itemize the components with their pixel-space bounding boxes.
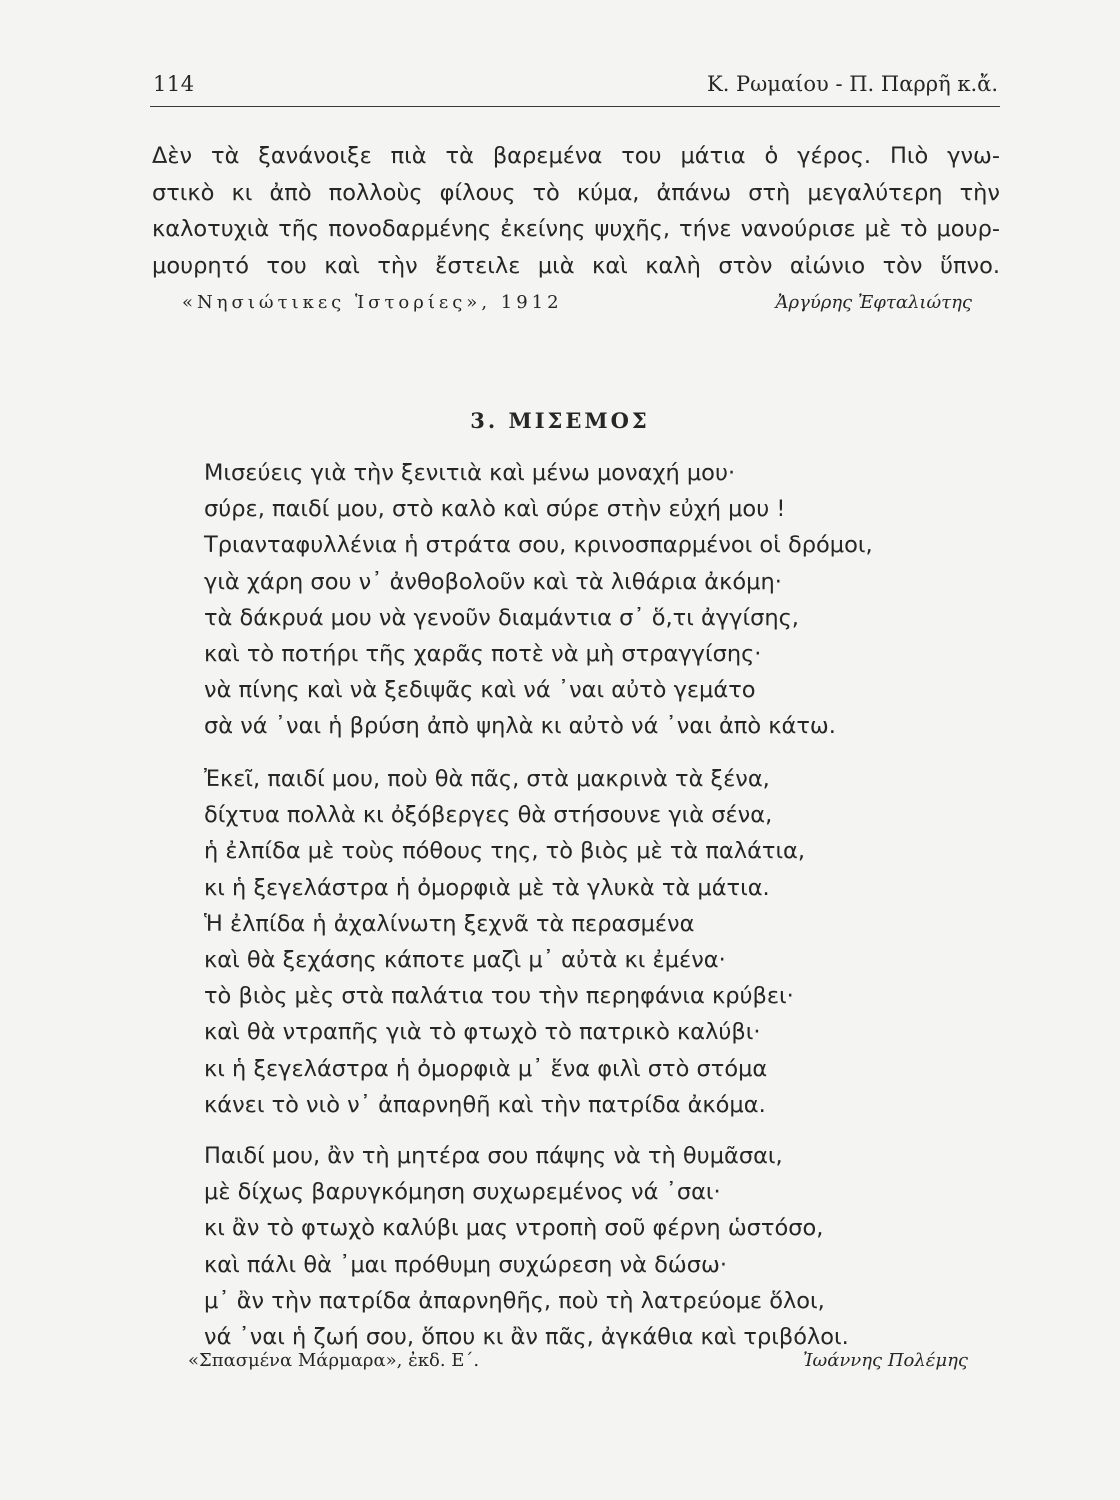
verse-line: νά ᾽ναι ἡ ζωή σου, ὅπου κι ἂν πᾶς, ἀγκάθια καὶ τριβόλοι. xyxy=(204,1324,849,1351)
prose-line: Δὲν τὰ ξανάνοιξε πιὰ τὰ βαρεμένα του μάτια ὁ γέρος. Πιὸ γνω- xyxy=(152,143,1000,169)
source-attribution xyxy=(182,292,972,313)
verse-line: νὰ πίνης καὶ νὰ ξεδιψᾶς καὶ νά ᾽ναι αὐτὸ γεμάτο xyxy=(204,677,756,704)
page-number: 114 xyxy=(153,72,195,96)
poem-stanza-1 xyxy=(204,455,873,745)
verse-line: κάνει τὸ νιὸ ν᾽ ἀπαρνηθῆ καὶ τὴν πατρίδα ἀκόμα. xyxy=(204,1091,766,1118)
verse-line: δίχτυα πολλὰ κι ὀξόβεργες θὰ στήσουνε γιὰ σένα, xyxy=(204,802,773,829)
verse-line: μὲ δίχως βαρυγκόμηση συχωρεμένος νά ᾽σαι· xyxy=(204,1179,721,1206)
verse-line: ἡ ἐλπίδα μὲ τοὺς πόθους της, τὸ βιὸς μὲ τὰ παλάτια, xyxy=(204,838,806,865)
verse-line: καὶ θὰ ξεχάσης κάποτε μαζὶ μ᾽ αὐτὰ κι ἐμένα· xyxy=(204,947,726,974)
verse-line: Ἐκεῖ, παιδί μου, ποὺ θὰ πᾶς, στὰ μακρινὰ τὰ ξένα, xyxy=(204,766,770,792)
verse-line: κι ἡ ξεγελάστρα ἡ ὀμορφιὰ μὲ τὰ γλυκὰ τὰ μάτια. xyxy=(204,874,770,901)
verse-line: Παιδί μου, ἂν τὴ μητέρα σου πάψης νὰ τὴ θυμᾶσαι, xyxy=(204,1143,783,1169)
poem-stanza-2 xyxy=(204,761,805,1123)
verse-line: καὶ τὸ ποτήρι τῆς χαρᾶς ποτὲ νὰ μὴ στραγγίσης· xyxy=(204,641,762,668)
source-title: «Νησιώτικες Ἱστορίες», 1912 xyxy=(182,292,563,313)
prose-line: καλοτυχιὰ τῆς πονοδαρμένης ἐκείνης ψυχῆς, τήνε νανούρισε μὲ τὸ μουρ- xyxy=(152,216,1000,242)
verse-line: κι ἂν τὸ φτωχὸ καλύβι μας ντροπὴ σοῦ φέρνη ὡστόσο, xyxy=(204,1215,824,1242)
verse-line: Τριανταφυλλένια ἡ στράτα σου, κρινοσπαρμένοι οἱ δρόμοι, xyxy=(204,532,873,559)
prose-paragraph xyxy=(152,138,1000,284)
verse-line: γιὰ χάρη σου ν᾽ ἀνθοβολοῦν καὶ τὰ λιθάρια ἀκόμη· xyxy=(204,568,782,595)
poem-title: 3. ΜΙΣΕΜΟΣ xyxy=(470,408,650,433)
prose-line: μουρητό του καὶ τὴν ἔστειλε μιὰ καὶ καλὴ στὸν αἰώνιο τὸν ὕπνο. xyxy=(152,252,1000,279)
verse-line: Ἡ ἐλπίδα ἡ ἀχαλίνωτη ξεχνᾶ τὰ περασμένα xyxy=(204,910,695,937)
verse-line: καὶ πάλι θὰ ᾽μαι πρόθυμη συχώρεση νὰ δώσω· xyxy=(204,1251,727,1278)
verse-line: σύρε, παιδί μου, στὸ καλὸ καὶ σύρε στὴν εὐχή μου ! xyxy=(204,496,786,523)
source-author: Ἀργύρης Ἐφταλιώτης xyxy=(775,292,972,313)
prose-line: στικὸ κι ἀπὸ πολλοὺς φίλους τὸ κύμα, ἀπάνω στὴ μεγαλύτερη τὴν xyxy=(152,179,1000,206)
verse-line: καὶ θὰ ντραπῆς γιὰ τὸ φτωχὸ τὸ πατρικὸ καλύβι· xyxy=(204,1019,761,1046)
poem-stanza-3 xyxy=(204,1138,849,1355)
verse-line: σὰ νά ᾽ναι ἡ βρύση ἀπὸ ψηλὰ κι αὐτὸ νά ᾽ναι ἀπὸ κάτω. xyxy=(204,713,836,740)
signature-author: Ἰωάννης Πολέμης xyxy=(803,1350,968,1371)
verse-line: τὸ βιὸς μὲς στὰ παλάτια του τὴν περηφάνια κρύβει· xyxy=(204,983,794,1010)
signature-source: «Σπασμένα Μάρμαρα», ἐκδ. Ε´. xyxy=(188,1350,480,1371)
verse-line: κι ἡ ξεγελάστρα ἡ ὀμορφιὰ μ᾽ ἕνα φιλὶ στὸ στόμα xyxy=(204,1055,768,1082)
header-rule xyxy=(150,106,1000,107)
verse-line: Μισεύεις γιὰ τὴν ξενιτιὰ καὶ μένω μοναχή μου· xyxy=(204,460,736,486)
poem-signature xyxy=(188,1350,968,1371)
verse-line: τὰ δάκρυά μου νὰ γενοῦν διαμάντια σ᾽ ὅ,τι ἀγγίσης, xyxy=(204,604,799,631)
running-head: Κ. Ρωμαίου - Π. Παρρῆ κ.ἄ. xyxy=(707,72,998,96)
verse-line: μ᾽ ἂν τὴν πατρίδα ἀπαρνηθῆς, ποὺ τὴ λατρεύομε ὅλοι, xyxy=(204,1287,825,1314)
